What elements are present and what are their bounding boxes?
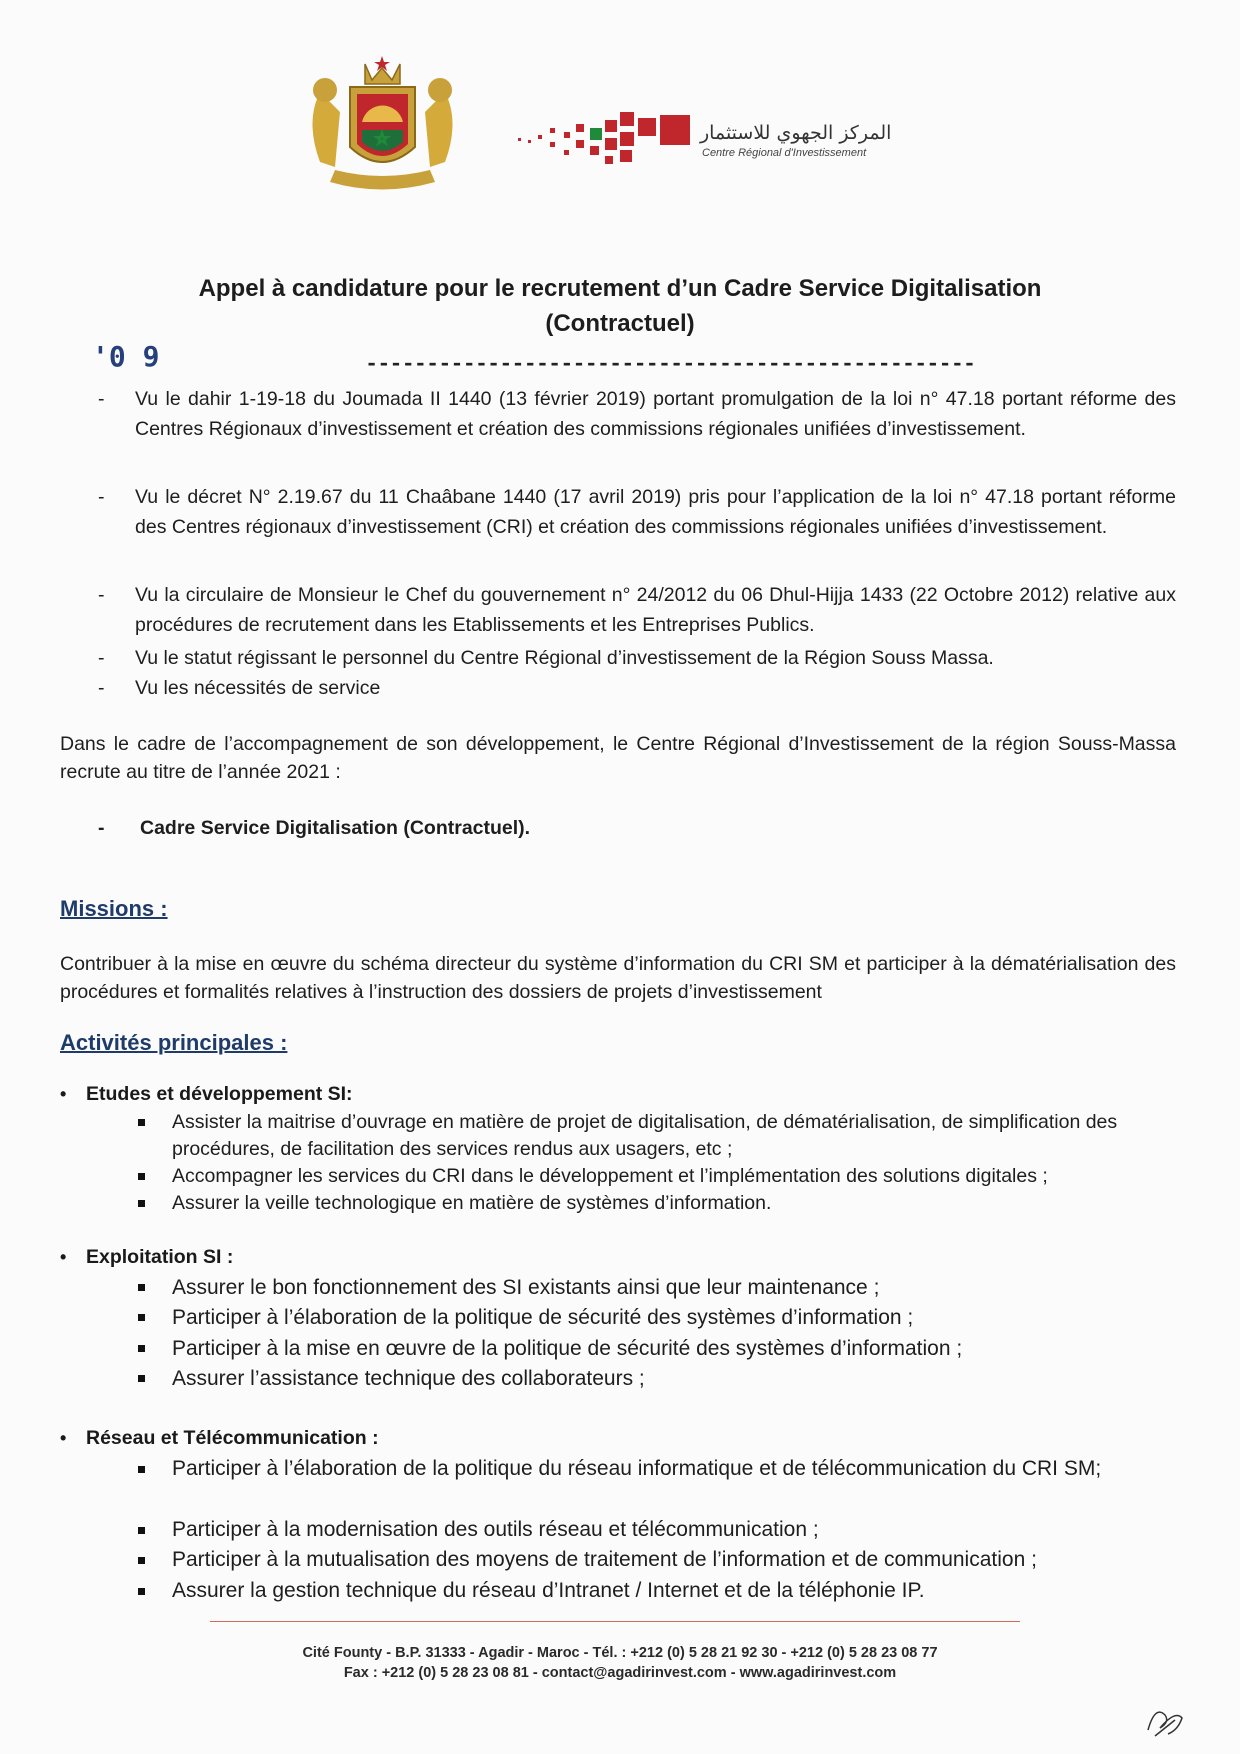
page-title-line-1: Appel à candidature pour le recrutement d’un Cadre Service Digitalisation <box>198 275 1042 302</box>
org-name-arabic: المركز الجهوي للاستثمار <box>700 122 892 144</box>
preamble-item <box>98 482 1176 542</box>
preamble-text: Vu la circulaire de Monsieur le Chef du gouvernement n° 24/2012 du 06 Dhul-Hijja 1433 (22 Octobre 2012) relative aux procédures de recrutement dans les Etablissements et les Entreprises Publics. <box>135 584 1176 636</box>
square-bullet-icon <box>138 1200 145 1207</box>
square-bullet-icon <box>138 1527 145 1534</box>
preamble-item <box>98 580 1176 640</box>
activity-group-title <box>60 1246 233 1269</box>
square-bullet-icon <box>138 1557 145 1564</box>
activity-item: Participer à l’élaboration de la politique du réseau informatique et de télécommunication du CRI SM; <box>172 1457 1102 1480</box>
footer-address: Cité Founty - B.P. 31333 - Agadir - Maroc - Tél. : +212 (0) 5 28 21 92 30 - +212 (0) 5 28 23 08 77 <box>302 1645 938 1661</box>
activity-item: Participer à la mutualisation des moyens de traitement de l’information et de communication ; <box>172 1548 1037 1571</box>
preamble-item <box>98 643 1176 673</box>
preamble-dash: - <box>98 677 105 699</box>
coat-of-arms-emblem <box>300 52 465 197</box>
activity-item: Assister la maitrise d’ouvrage en matière de projet de digitalisation, de dématérialisation, de simplification des procédures, de facilitation des services rendus aux usagers, etc ; <box>172 1111 1118 1160</box>
activity-group-title <box>60 1083 353 1106</box>
missions-text: Contribuer à la mise en œuvre du schéma directeur du système d’information du CRI SM et participer à la dématérialisation des procédures et formalités relatives à l’instruction des dossiers de projets d’investissement <box>60 953 1176 1003</box>
preamble-dash: - <box>98 584 105 606</box>
preamble-dash: - <box>98 647 105 669</box>
group-title-text: Réseau et Télécommunication : <box>86 1427 379 1449</box>
group-title-text: Exploitation SI : <box>86 1246 234 1268</box>
missions-heading: Missions : <box>60 896 168 921</box>
square-bullet-icon <box>138 1375 145 1382</box>
activity-item: Assurer la gestion technique du réseau d’Intranet / Internet et de la téléphonie IP. <box>172 1579 925 1602</box>
activity-item: Participer à la modernisation des outils réseau et télécommunication ; <box>172 1518 819 1541</box>
square-bullet-icon <box>138 1588 145 1595</box>
position-item <box>98 813 1176 843</box>
footer-contact: Fax : +212 (0) 5 28 23 08 81 - contact@agadirinvest.com - www.agadirinvest.com <box>343 1665 897 1681</box>
preamble-item <box>98 673 1176 703</box>
org-name-french: Centre Régional d'Investissement <box>702 147 867 159</box>
cri-logo-icon <box>510 110 690 190</box>
activity-item: Assurer l’assistance technique des collaborateurs ; <box>172 1367 645 1390</box>
bullet-icon: • <box>60 1428 67 1448</box>
square-bullet-icon <box>138 1345 145 1352</box>
footer-divider <box>210 1621 1020 1622</box>
preamble-item <box>98 384 1176 444</box>
title-separator: -------------------------------------------------- <box>365 352 976 377</box>
activities-heading: Activités principales : <box>60 1030 288 1055</box>
bullet-icon: • <box>60 1247 67 1267</box>
preamble-text: Vu le dahir 1-19-18 du Joumada II 1440 (13 février 2019) portant promulgation de la loi n° 47.18 portant réforme des Centres Régionaux d’investissement et création des commissions régionales unifiées d’investissement. <box>135 388 1176 440</box>
preamble-text: Vu le décret N° 2.19.67 du 11 Chaâbane 1440 (17 avril 2019) pris pour l’application de la loi n° 47.18 portant réforme des Centres régionaux d’investissement (CRI) et création des commissions régionales unifiées d’investissement. <box>135 486 1176 538</box>
square-bullet-icon <box>138 1119 145 1126</box>
preamble-dash: - <box>98 388 105 410</box>
initials-signature-icon <box>1140 1700 1190 1740</box>
activity-item: Assurer le bon fonctionnement des SI existants ainsi que leur maintenance ; <box>172 1276 880 1299</box>
square-bullet-icon <box>138 1173 145 1180</box>
square-bullet-icon <box>138 1284 145 1291</box>
square-bullet-icon <box>138 1466 145 1473</box>
preamble-dash: - <box>98 486 105 508</box>
activity-item: Participer à la mise en œuvre de la politique de sécurité des systèmes d’information ; <box>172 1337 963 1360</box>
group-title-text: Etudes et développement SI: <box>86 1083 353 1105</box>
preamble-text: Vu le statut régissant le personnel du Centre Régional d’investissement de la Région Souss Massa. <box>135 647 994 669</box>
activity-item: Accompagner les services du CRI dans le développement et l’implémentation des solutions digitales ; <box>172 1165 1048 1187</box>
intro-paragraph: Dans le cadre de l’accompagnement de son développement, le Centre Régional d’Investissement de la région Souss-Massa recrute au titre de l’année 2021 : <box>60 733 1176 783</box>
preamble-text: Vu les nécessités de service <box>135 677 381 699</box>
date-stamp: '0 9 <box>92 340 160 373</box>
square-bullet-icon <box>138 1314 145 1321</box>
bullet-icon: • <box>60 1084 67 1104</box>
position-dash: - <box>98 817 105 839</box>
activity-item: Assurer la veille technologique en matière de systèmes d’information. <box>172 1192 772 1214</box>
activity-group-title <box>60 1427 379 1450</box>
activity-item: Participer à l’élaboration de la politique de sécurité des systèmes d’information ; <box>172 1306 914 1329</box>
page-title-line-2: (Contractuel) <box>545 310 695 337</box>
position-title: Cadre Service Digitalisation (Contractuel). <box>140 817 531 839</box>
